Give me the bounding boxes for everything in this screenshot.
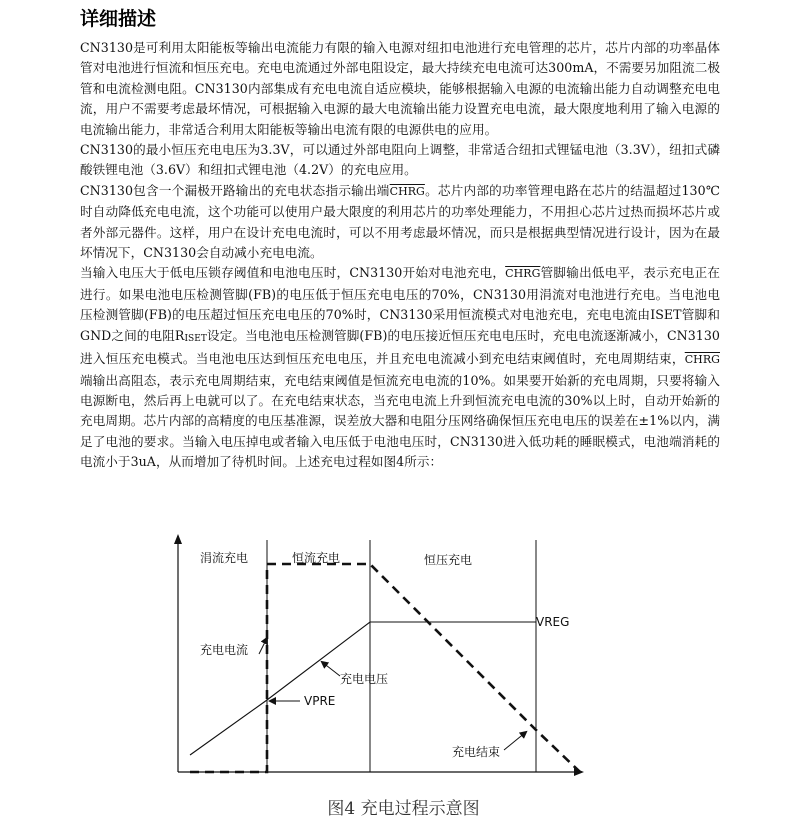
paragraph-text: 设定。当电池电压检测管脚(FB)的电压接近恒压充电电压时，充电电流逐渐减小，CN3130进入恒压充电模式。当电池电压达到恒压充电电压，并且充电电流减小到充电结束阈值时，充电周期结束， [80, 327, 720, 367]
label-constant-current: 恒流充电 [292, 551, 341, 565]
chrg-pin-name: CHRG [684, 353, 720, 367]
label-trickle: 涓流充电 [200, 551, 249, 565]
label-charge-voltage: 充电电压 [340, 672, 389, 686]
paragraph-status-thermal [80, 181, 720, 264]
description-body [80, 38, 720, 473]
label-vreg: VREG [536, 615, 570, 629]
paragraph-text: 管脚输出低电平，表示充电正在进行。如果电池电压检测管脚(FB)的电压低于恒压充电电压的70%，CN3130用涓流对电池进行充电。当电池电压检测管脚(FB)的电压超过恒压充电电压的70%时，CN3130采用恒流模式对电池充电，充电电流由ISET管脚和GND之间的电阻R [80, 265, 720, 343]
label-vpre: VPRE [304, 694, 336, 708]
label-constant-voltage: 恒压充电 [424, 553, 473, 567]
section-title: 详细描述 [80, 8, 157, 30]
charge-process-diagram [170, 530, 610, 792]
riset-subscript: ISET [184, 333, 207, 344]
chrg-pin-name: CHRG [389, 184, 425, 198]
y-axis-arrow [174, 534, 182, 544]
charge-current-curve [190, 564, 580, 772]
arrow-charge-end [504, 732, 526, 750]
arrow-charge-voltage [322, 662, 340, 676]
label-charge-end: 充电结束 [452, 745, 501, 759]
paragraph-text: 。芯片内部的功率管理电路在芯片的结温超过130℃时自动降低充电电流，这个功能可以使用户最大限度的利用芯片的功率处理能力，不用担心芯片过热而损坏芯片或者外部元器件。这样，用户在设计充电电流时，可以不用考虑最坏情况，而只是根据典型情况进行设计，因为在最坏情况下，CN3130会自动减小充电电流。 [80, 182, 720, 261]
paragraph-text: CN3130包含一个漏极开路输出的充电状态指示输出端 [80, 182, 390, 198]
charge-voltage-curve [190, 622, 536, 755]
paragraph-text: 当输入电压大于低电压锁存阈值和电池电压时，CN3130开始对电池充电， [80, 265, 506, 281]
figure-caption: 图4 充电过程示意图 [327, 799, 480, 819]
label-charge-current: 充电电流 [200, 643, 249, 657]
paragraph-text: 端输出高阻态，表示充电周期结束，充电结束阈值是恒流充电电流的10%。如果要开始新的充电周期，只要将输入电源断电，然后再上电就可以了。在充电结束状态，当充电电流上升到恒流充电电流的30%以上时，自动开始新的充电周期。芯片内部的高精度的电压基准源，误差放大器和电阻分压网络确保恒压充电电压的误差在±1%以内，满足了电池的要求。当输入电压掉电或者输入电压低于电池电压时，CN3130进入低功耗的睡眠模式，电池端消耗的电流小于3uA，从而增加了待机时间。上述充电过程如图4所示： [80, 372, 720, 470]
paragraph-charge-cycle [80, 263, 720, 472]
paragraph-voltage: CN3130的最小恒压充电电压为3.3V，可以通过外部电阻向上调整，非常适合纽扣式锂锰电池（3.3V），纽扣式磷酸铁锂电池（3.6V）和纽扣式锂电池（4.2V）的充电应用。 [80, 142, 720, 178]
chrg-pin-name: CHRG [505, 267, 541, 281]
paragraph-overview: CN3130是可利用太阳能板等输出电流能力有限的输入电源对纽扣电池进行充电管理的芯片，芯片内部的功率晶体管对电池进行恒流和恒压充电。充电电流通过外部电阻设定，最大持续充电电流可达300mA，不需要另加阻流二极管和电流检测电阻。CN3130内部集成有充电电流自适应模块，能够根据输入电源的电流输出能力自动调整充电电流，用户不需要考虑最坏情况，可根据输入电源的最大电流输出能力设置充电电流，最大限度地利用了输入电源的电流输出能力，非常适合利用太阳能板等输出电流有限的电源供电的应用。 [80, 40, 720, 137]
